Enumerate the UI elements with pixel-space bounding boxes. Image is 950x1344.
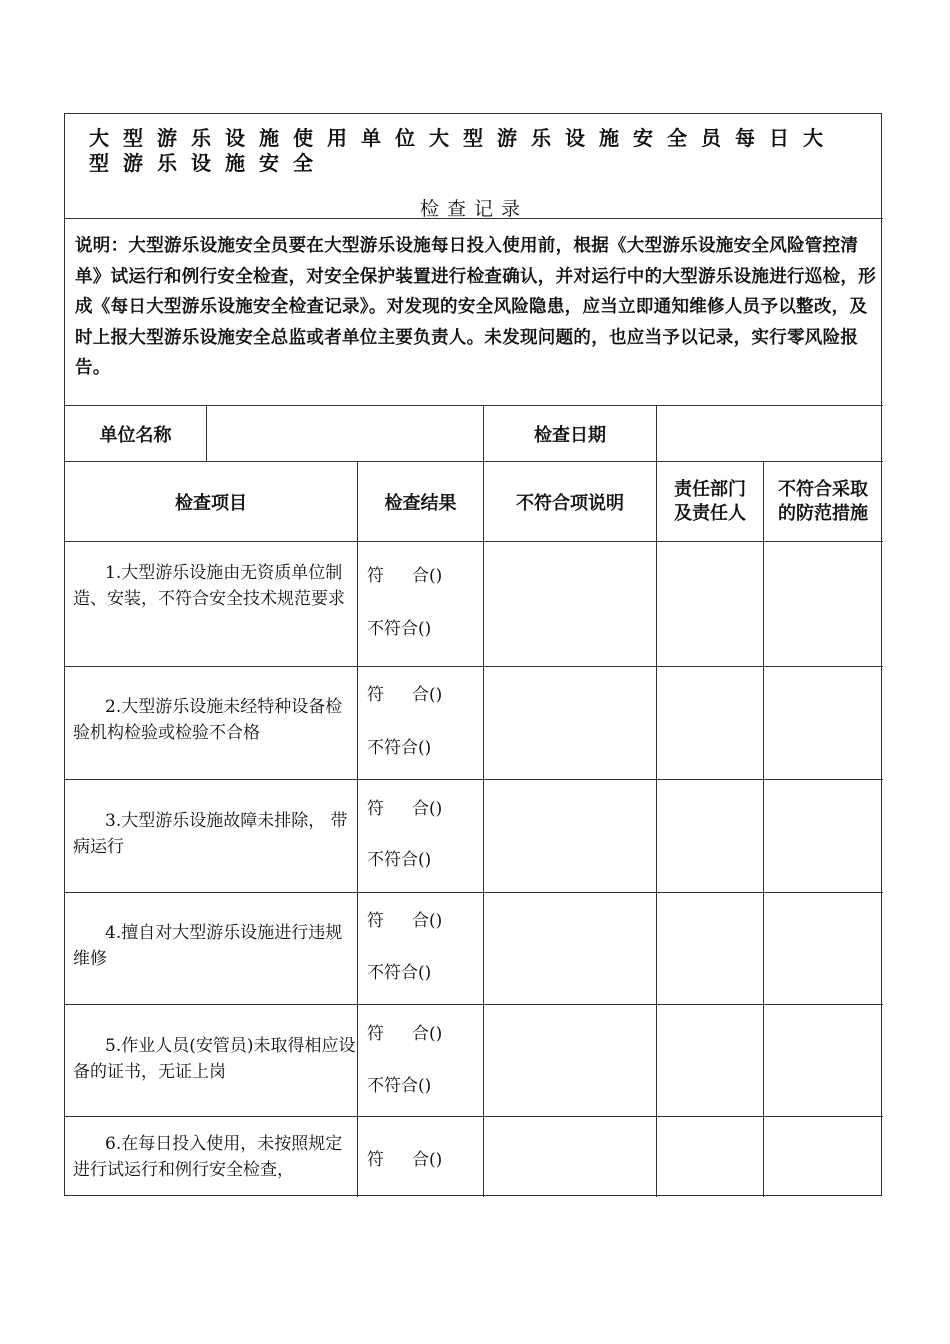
conform-label2: 合() [412, 566, 443, 586]
check-item-text: 4.擅自对大型游乐设施进行违规维修 [73, 923, 343, 969]
divider [65, 779, 883, 780]
conform-label: 符 [367, 911, 384, 931]
form-description: 说明：大型游乐设施安全员要在大型游乐设施每日投入使用前，根据《大型游乐设施安全风险管控清单》试运行和例行安全检查，对安全保护装置进行检查确认，并对运行中的大型游乐设施进行巡检，形成《每日大型游乐设施安全检查记录》。对发现的安全风险隐患，应当立即通知维修人员予以整改，及时上报大型游乐设施安全总监或者单位主要负责人。未发现问题的，也应当予以记录，实行零风险报告。 [75, 236, 876, 378]
result-nonconform[interactable]: 不符合() [367, 850, 432, 870]
divider [65, 218, 883, 219]
form-subtitle: 检查记录 [419, 198, 528, 220]
divider [65, 1116, 883, 1117]
check-date-label: 检查日期 [534, 424, 606, 446]
divider [763, 462, 764, 1197]
result-conform[interactable] [367, 794, 442, 819]
conform-label2: 合() [412, 685, 443, 705]
conform-label: 符 [367, 685, 384, 705]
result-conform[interactable] [367, 1145, 442, 1170]
result-conform[interactable] [367, 906, 442, 931]
conform-label: 符 [367, 566, 384, 586]
result-nonconform[interactable]: 不符合() [367, 1076, 432, 1096]
result-nonconform[interactable]: 不符合() [367, 963, 432, 983]
conform-label2: 合() [412, 799, 443, 819]
conform-label2: 合() [412, 911, 443, 931]
check-item-text: 5.作业人员(安管员)未取得相应设备的证书，无证上岗 [73, 1036, 356, 1082]
conform-label: 符 [367, 1024, 384, 1044]
result-nonconform[interactable]: 不符合() [367, 738, 432, 758]
conform-label2: 合() [412, 1150, 443, 1170]
divider [65, 892, 883, 893]
conform-label2: 合() [412, 1024, 443, 1044]
result-nonconform[interactable]: 不符合() [367, 619, 432, 639]
inspection-form [64, 113, 882, 1196]
divider [65, 1004, 883, 1005]
result-conform[interactable] [367, 680, 442, 705]
check-date-field[interactable] [657, 406, 882, 461]
header-measures-line1: 不符合采取 [778, 478, 868, 500]
divider [656, 462, 657, 1197]
header-check-item: 检查项目 [175, 492, 247, 514]
header-check-result: 检查结果 [384, 492, 457, 514]
header-responsible-line1: 责任部门 [674, 478, 746, 500]
unit-name-field[interactable] [207, 406, 483, 461]
conform-label: 符 [367, 799, 384, 819]
divider [483, 462, 484, 1197]
header-measures [764, 462, 882, 541]
form-title: 大型游乐设施使用单位大型游乐设施安全员每日大型游乐设施安全 [89, 126, 837, 175]
unit-name-label: 单位名称 [99, 424, 172, 446]
check-item-text: 1.大型游乐设施由无资质单位制造、安装，不符合安全技术规范要求 [73, 563, 345, 609]
check-item-text: 2.大型游乐设施未经特种设备检验机构检验或检验不合格 [73, 697, 343, 743]
result-conform[interactable] [367, 561, 442, 586]
header-responsible-line2: 及责任人 [674, 502, 746, 524]
divider [65, 541, 883, 542]
header-measures-line2: 的防范措施 [778, 502, 868, 524]
header-nonconform-note: 不符合项说明 [516, 492, 624, 514]
check-item-text: 3.大型游乐设施故障未排除， 带病运行 [73, 811, 348, 857]
check-item-text: 6.在每日投入使用，未按照规定进行试运行和例行安全检查， [73, 1134, 343, 1180]
conform-label: 符 [367, 1150, 384, 1170]
header-responsible [657, 462, 763, 541]
result-conform[interactable] [367, 1019, 442, 1044]
divider [65, 666, 883, 667]
